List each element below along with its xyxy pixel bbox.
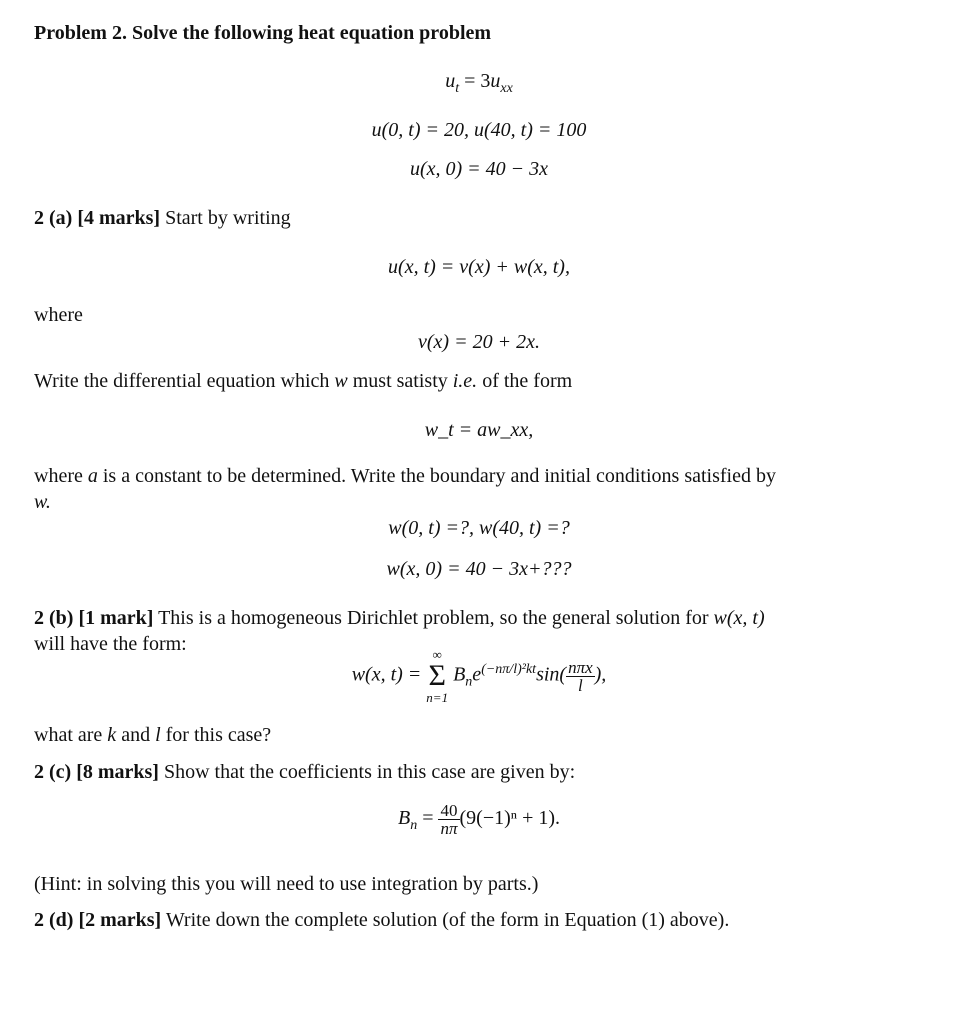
what-k-l-text: what are k and l for this case? bbox=[34, 724, 272, 746]
equation-initial: u(x, 0) = 40 − 3x bbox=[409, 158, 549, 180]
part-b-continued: will have the form: bbox=[34, 633, 187, 655]
part-b-heading: 2 (b) [1 mark] This is a homogeneous Dirichlet problem, so the general solution for w(x, t) bbox=[34, 607, 765, 629]
hint-text: (Hint: in solving this you will need to use integration by parts.) bbox=[34, 873, 539, 895]
where-constant-w: w. bbox=[34, 491, 51, 513]
equation-bn: $B_n$ = $\frac{40}{n\pi}$ (9(−1)ⁿ + 1). bbox=[397, 801, 561, 838]
equation-series: w(x, t) = ∞ Σ n=1 $B_ne^{(-n\pi/l)^2kt}\sin$( $\frac{\text{nπx}}{l}$ ), bbox=[351, 647, 607, 705]
part-c-heading: 2 (c) [8 marks] Show that the coefficients in this case are given by: bbox=[34, 761, 576, 783]
equation-w-boundary: w(0, t) =?, w(40, t) =? bbox=[388, 517, 570, 539]
where-label: where bbox=[34, 304, 83, 326]
equation-w-pde: w_t = aw_xx, bbox=[424, 419, 534, 441]
equation-w-initial: w(x, 0) = 40 − 3x+??? bbox=[386, 558, 572, 580]
problem-title: Problem 2. Solve the following heat equation problem bbox=[34, 22, 492, 44]
part-d-heading: 2 (d) [2 marks] Write down the complete solution (of the form in Equation (1) above). bbox=[34, 909, 730, 931]
equation-v: v(x) = 20 + 2x. bbox=[418, 331, 540, 353]
equation-pde: $u_t = 3u_{xx}$ bbox=[445, 70, 513, 96]
where-constant-text: where a is a constant to be determined. Write the boundary and initial conditions satisfied by bbox=[34, 465, 776, 487]
equation-split: u(x, t) = v(x) + w(x, t), bbox=[388, 256, 570, 278]
part-a-heading: 2 (a) [4 marks] Start by writing bbox=[34, 207, 291, 229]
equation-boundary: u(0, t) = 20, u(40, t) = 100 bbox=[371, 119, 587, 141]
write-de-text: Write the differential equation which w must satisty i.e. of the form bbox=[34, 370, 573, 392]
summation: ∞ Σ n=1 bbox=[426, 647, 449, 705]
